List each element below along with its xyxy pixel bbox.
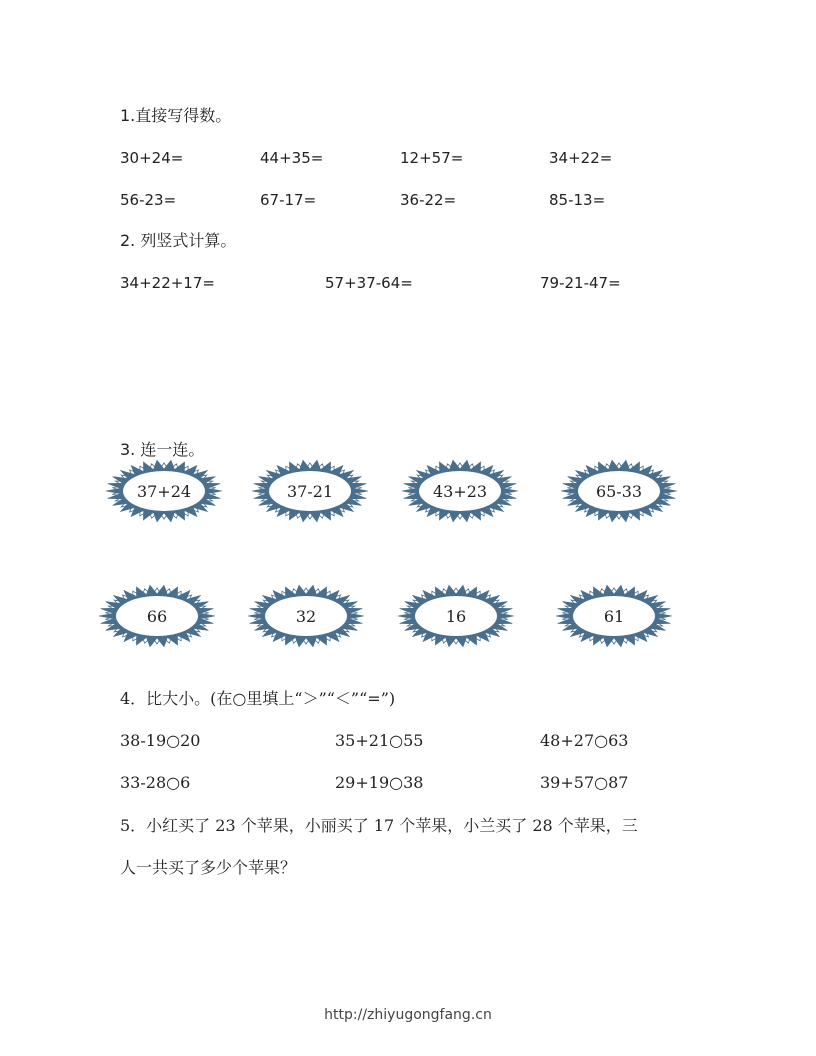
expr-1-2: 44+35= — [260, 149, 324, 167]
compare-2-1: 33-28○6 — [120, 773, 191, 792]
starburst-label: 37-21 — [286, 481, 334, 501]
expr-2-3: 36-22= — [400, 191, 457, 209]
starburst-top-4[interactable] — [559, 459, 679, 523]
expr-2-2: 67-17= — [260, 191, 317, 209]
vertical-calc-3: 79-21-47= — [540, 274, 621, 292]
expr-1-4: 34+22= — [549, 149, 613, 167]
starburst-bottom-3[interactable] — [396, 584, 516, 648]
section2-title: 2. 列竖式计算。 — [120, 231, 237, 250]
expr-1-1: 30+24= — [120, 149, 184, 167]
footer-url[interactable]: http://zhiyugongfang.cn — [324, 1007, 492, 1023]
starburst-top-1[interactable] — [104, 459, 224, 523]
starburst-label: 16 — [445, 606, 467, 626]
starburst-top-3[interactable] — [400, 459, 520, 523]
compare-1-1: 38-19○20 — [120, 731, 201, 750]
compare-2-3: 39+57○87 — [540, 773, 629, 792]
section3-title: 3. 连一连。 — [120, 440, 205, 459]
section4-title: 4．比大小。(在○里填上“＞”“＜”“=”) — [120, 689, 396, 708]
starburst-bottom-2[interactable] — [246, 584, 366, 648]
section1-title: 1.直接写得数。 — [120, 106, 232, 125]
starburst-bottom-1[interactable] — [97, 584, 217, 648]
starburst-label: 65-33 — [595, 481, 643, 501]
starburst-top-2[interactable] — [250, 459, 370, 523]
word-problem-line2: 人一共买了多少个苹果？ — [120, 858, 297, 877]
compare-2-2: 29+19○38 — [335, 773, 424, 792]
word-problem-line1: 5．小红买了 23 个苹果，小丽买了 17 个苹果，小兰买了 28 个苹果，三 — [120, 816, 638, 835]
starburst-label: 37+24 — [136, 481, 192, 501]
starburst-label: 32 — [295, 606, 317, 626]
compare-1-2: 35+21○55 — [335, 731, 424, 750]
starburst-label: 43+23 — [432, 481, 488, 501]
starburst-label: 66 — [146, 606, 168, 626]
vertical-calc-1: 34+22+17= — [120, 274, 215, 292]
expr-2-4: 85-13= — [549, 191, 606, 209]
starburst-label: 61 — [603, 606, 625, 626]
expr-1-3: 12+57= — [400, 149, 464, 167]
vertical-calc-2: 57+37-64= — [325, 274, 413, 292]
expr-2-1: 56-23= — [120, 191, 177, 209]
starburst-bottom-4[interactable] — [554, 584, 674, 648]
compare-1-3: 48+27○63 — [540, 731, 629, 750]
